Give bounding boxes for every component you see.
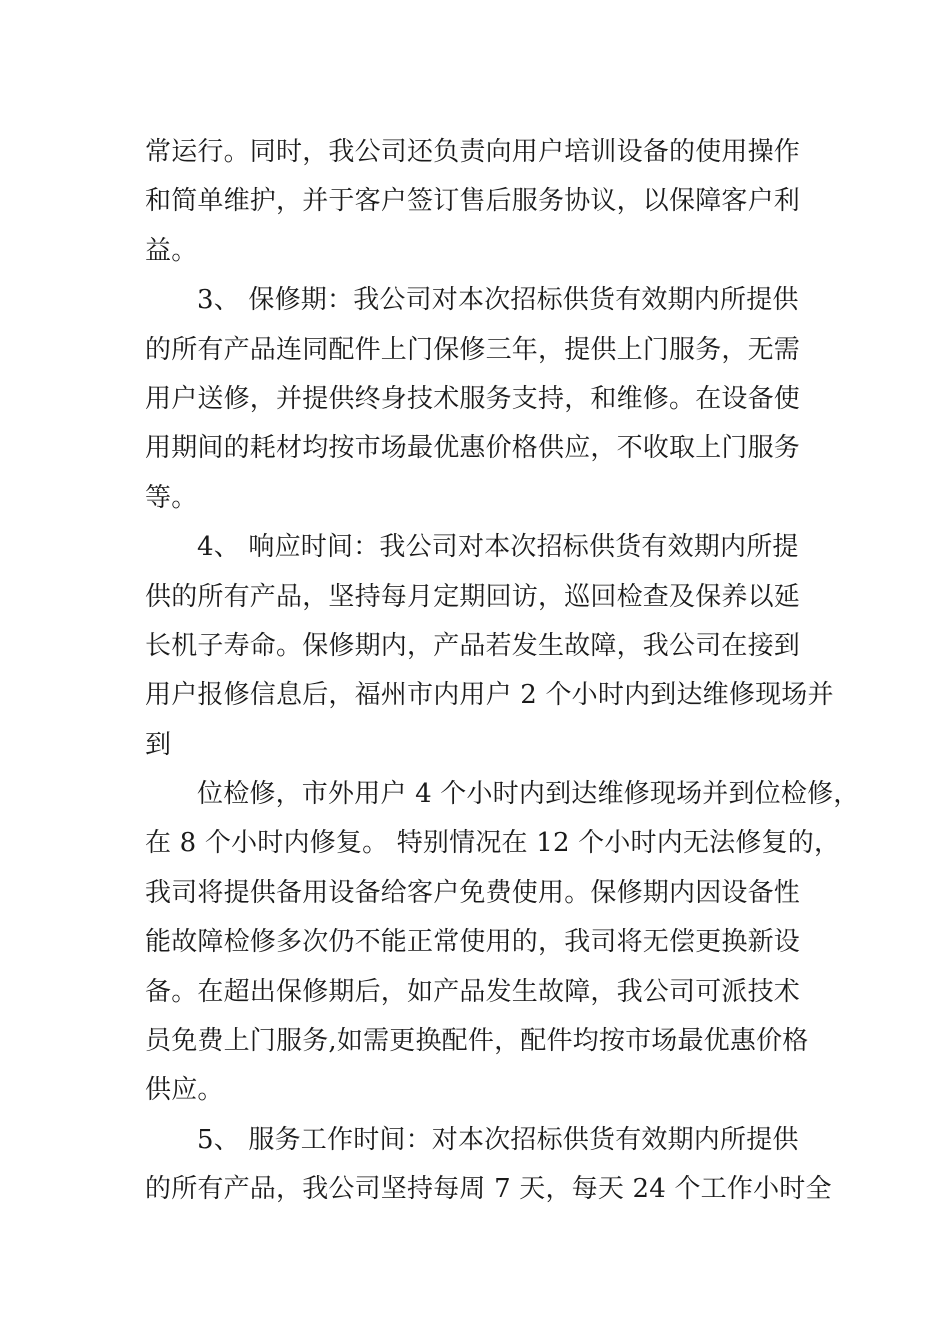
text-line: 4、 响应时间：我公司对本次招标供货有效期内所提 xyxy=(197,532,799,563)
text-line: 供应。 xyxy=(145,1075,224,1106)
text-line: 的所有产品，我公司坚持每周 7 天，每天 24 个工作小时全 xyxy=(145,1174,832,1205)
text-line: 的所有产品连同配件上门保修三年，提供上门服务，无需 xyxy=(145,334,801,365)
text-line: 位检修，市外用户 4 个小时内到达维修现场并到位检修， xyxy=(197,779,860,810)
text-line: 在 8 个小时内修复。 特别情况在 12 个小时内无法修复的， xyxy=(145,828,841,859)
text-line: 3、 保修期：我公司对本次招标供货有效期内所提供 xyxy=(197,285,799,316)
text-line: 用户送修，并提供终身技术服务支持，和维修。在设备使 xyxy=(145,383,801,414)
text-line: 用户报修信息后，福州市内用户 2 个小时内到达维修现场并 xyxy=(145,680,834,711)
text-line: 到 xyxy=(145,729,172,760)
text-line: 长机子寿命。保修期内，产品若发生故障，我公司在接到 xyxy=(145,630,801,661)
document-body xyxy=(145,128,860,1215)
text-line: 等。 xyxy=(145,482,198,513)
text-line: 供的所有产品，坚持每月定期回访，巡回检查及保养以延 xyxy=(145,581,801,612)
text-line: 益。 xyxy=(145,235,198,266)
text-line: 能故障检修多次仍不能正常使用的，我司将无偿更换新设 xyxy=(145,927,801,958)
text-line: 员免费上门服务,如需更换配件，配件均按市场最优惠价格 xyxy=(145,1026,809,1057)
text-line: 常运行。同时，我公司还负责向用户培训设备的使用操作 xyxy=(145,137,801,167)
text-line: 用期间的耗材均按市场最优惠价格供应，不收取上门服务 xyxy=(145,433,801,464)
text-line: 和简单维护，并于客户签订售后服务协议，以保障客户利 xyxy=(145,186,801,217)
text-line: 我司将提供备用设备给客户免费使用。保修期内因设备性 xyxy=(145,877,801,908)
text-line: 5、 服务工作时间：对本次招标供货有效期内所提供 xyxy=(197,1124,799,1155)
text-line: 备。在超出保修期后，如产品发生故障，我公司可派技术 xyxy=(145,976,801,1007)
